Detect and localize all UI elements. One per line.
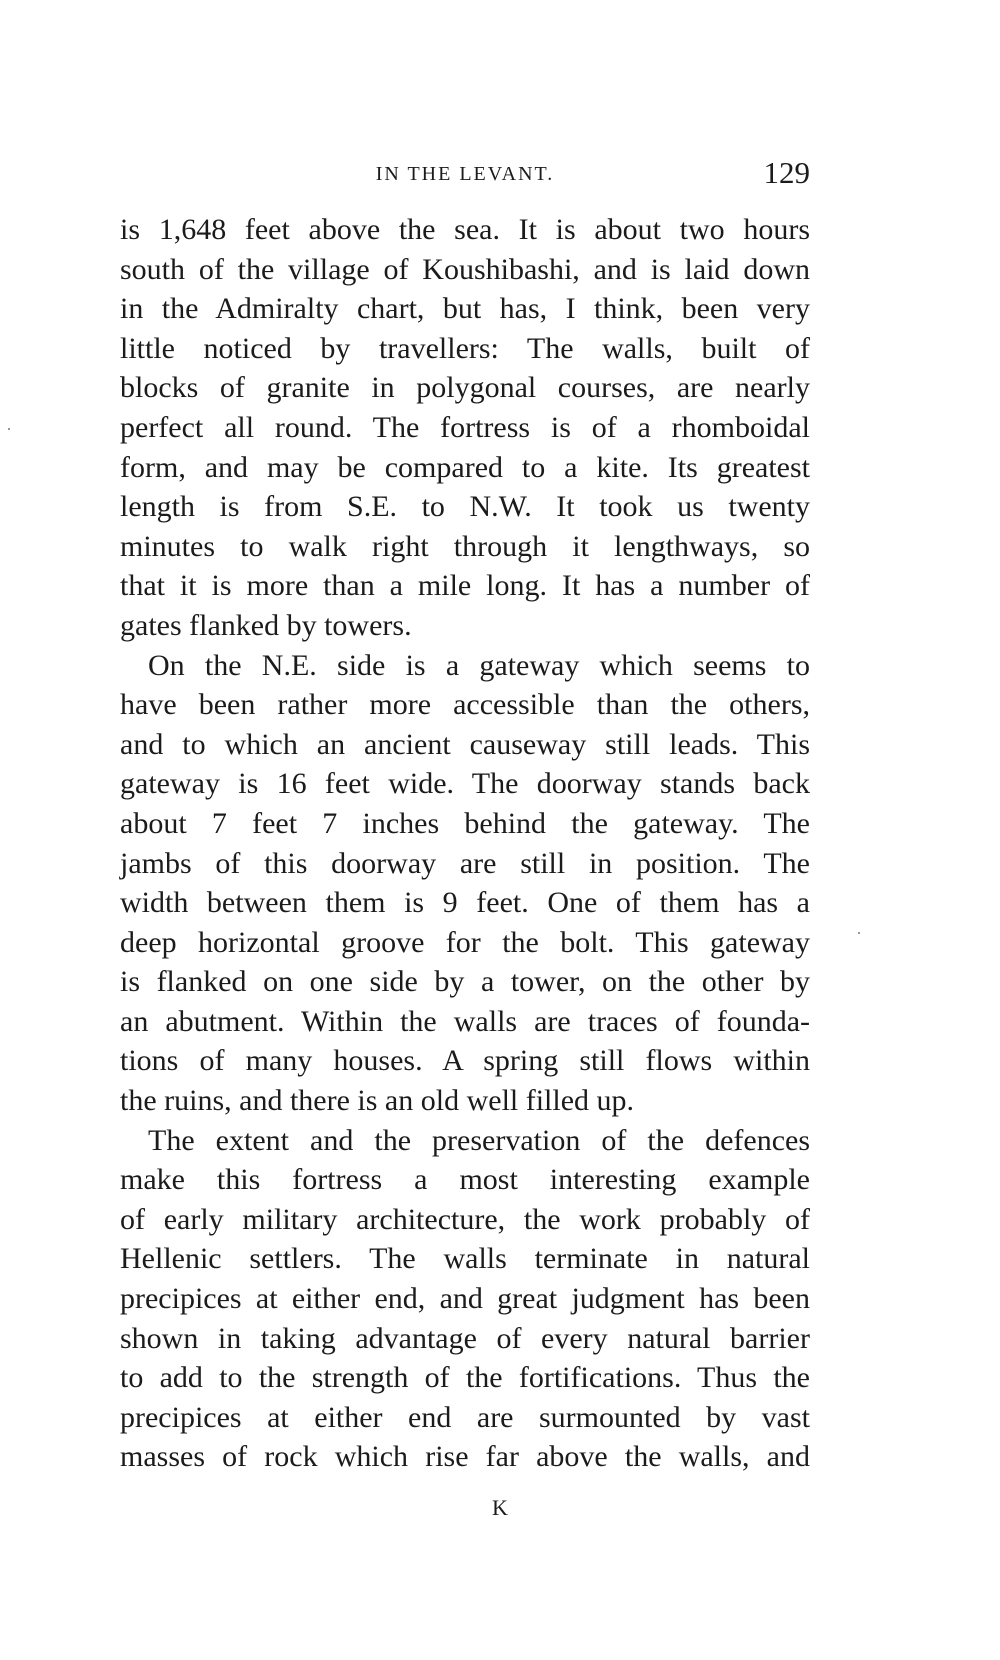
text-line: length is from S.E. to N.W. It took us twenty: [120, 490, 810, 524]
text-line: Hellenic settlers. The walls terminate in natural: [120, 1242, 810, 1276]
text-line: and to which an ancient causeway still leads. This: [120, 727, 810, 761]
text-line: width between them is 9 feet. One of them has a: [120, 886, 810, 920]
text-line: south of the village of Koushibashi, and is laid down: [120, 252, 810, 286]
printer-signature-mark: K: [492, 1495, 508, 1520]
text-line: shown in taking advantage of every natural barrier: [120, 1321, 810, 1355]
text-line: an abutment. Within the walls are traces of founda-: [120, 1004, 810, 1038]
paper-speck: [858, 932, 860, 934]
text-line: gateway is 16 feet wide. The doorway stands back: [120, 767, 810, 801]
text-line: that it is more than a mile long. It has a number of: [120, 569, 810, 603]
text-line: make this fortress a most interesting example: [120, 1163, 810, 1197]
text-line: little noticed by travellers: The walls, built of: [120, 331, 810, 365]
text-line: is 1,648 feet above the sea. It is about two hours: [120, 213, 810, 246]
text-line: perfect all round. The fortress is of a rhomboidal: [120, 410, 810, 444]
text-line: to add to the strength of the fortifications. Thus the: [120, 1361, 810, 1395]
text-line: minutes to walk right through it lengthways, so: [120, 529, 810, 563]
text-line: jambs of this doorway are still in position. The: [120, 846, 810, 880]
text-line: The extent and the preservation of the defences: [148, 1123, 810, 1157]
paper-speck: [8, 428, 10, 430]
text-line: have been rather more accessible than the others,: [120, 688, 810, 722]
text-line: blocks of granite in polygonal courses, are nearly: [120, 371, 810, 405]
text-line: precipices at either end, and great judgment has been: [120, 1282, 810, 1316]
text-line: gates flanked by towers.: [120, 608, 412, 642]
running-title: IN THE LEVANT.: [375, 163, 555, 185]
text-line: tions of many houses. A spring still flows within: [120, 1044, 810, 1078]
text-line: On the N.E. side is a gateway which seems to: [148, 648, 810, 682]
text-line: precipices at either end are surmounted by vast: [120, 1400, 810, 1434]
running-header: [120, 155, 810, 195]
paragraph: [120, 646, 810, 1121]
text-line: about 7 feet 7 inches behind the gateway. The: [120, 806, 810, 840]
page-number: 129: [763, 155, 810, 190]
text-line: of early military architecture, the work probably of: [120, 1202, 810, 1236]
text-line: masses of rock which rise far above the walls, and: [120, 1440, 810, 1474]
paragraph: [120, 1121, 810, 1477]
text-line: the ruins, and there is an old well filled up.: [120, 1084, 635, 1118]
text-line: in the Admiralty chart, but has, I think, been very: [120, 292, 810, 326]
body-text: [120, 210, 810, 1477]
text-line: deep horizontal groove for the bolt. This gateway: [120, 925, 810, 959]
text-line: form, and may be compared to a kite. Its greatest: [120, 450, 810, 484]
text-line: is flanked on one side by a tower, on the other by: [120, 965, 810, 999]
paragraph: [120, 210, 810, 646]
